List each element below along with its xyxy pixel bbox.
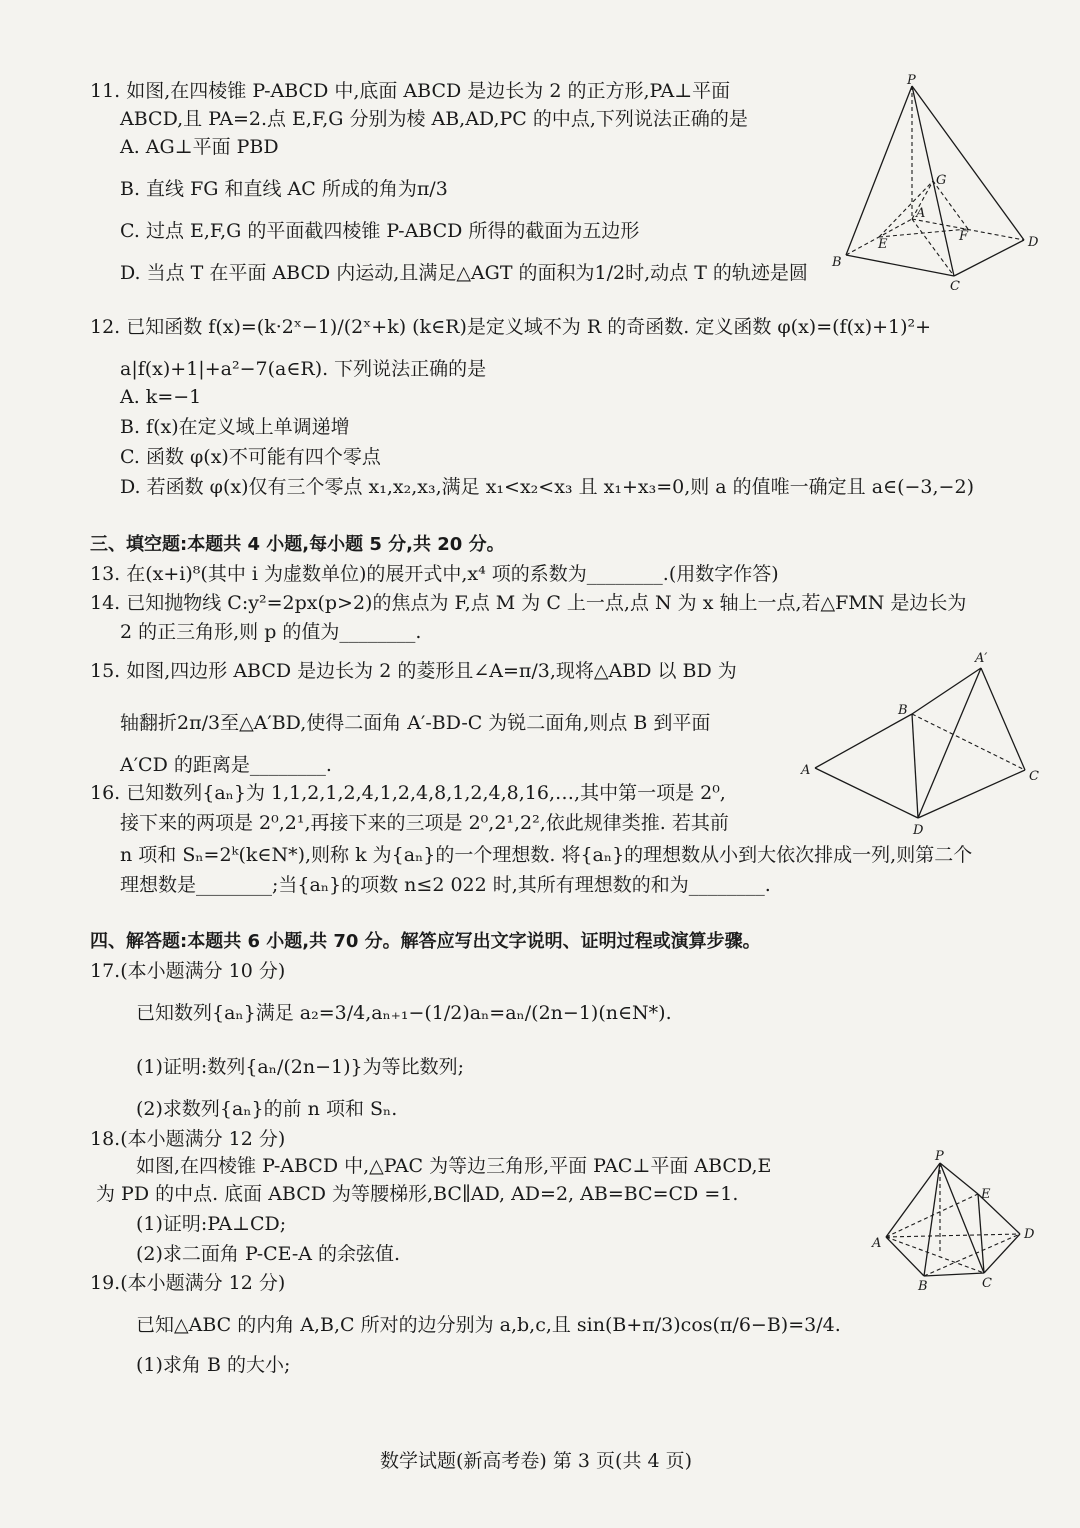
page-footer: 数学试题(新高考卷) 第 3 页(共 4 页) xyxy=(380,1450,693,1472)
q15-text-line1: 15. 如图,四边形 ABCD 是边长为 2 的菱形且∠A=π/3,现将△ABD 以 BD 为 xyxy=(90,660,737,682)
q11-label-b: B xyxy=(832,255,842,270)
q18-header: 18.(本小题满分 12 分) xyxy=(90,1128,286,1150)
q17-part1: (1)证明:数列{aₙ/(2n−1)}为等比数列; xyxy=(136,1056,465,1078)
q18-label-e: E xyxy=(981,1187,991,1202)
q11-option-a: A. AG⊥平面 PBD xyxy=(120,136,279,158)
q11-label-e: E xyxy=(878,237,888,252)
section3-title: 三、填空题:本题共 4 小题,每小题 5 分,共 20 分。 xyxy=(90,534,505,555)
q19-header: 19.(本小题满分 12 分) xyxy=(90,1272,286,1294)
q14-text-line2: 2 的正三角形,则 p 的值为________. xyxy=(120,621,422,643)
q18-label-p: P xyxy=(935,1149,944,1164)
q18-label-c: C xyxy=(982,1276,992,1291)
q11-label-p: P xyxy=(907,73,916,88)
q12-option-c: C. 函数 φ(x)不可能有四个零点 xyxy=(120,446,381,468)
q13-text: 13. 在(x+i)⁸(其中 i 为虚数单位)的展开式中,x⁴ 项的系数为________.(用数字作答) xyxy=(90,563,779,585)
q11-label-a: A xyxy=(916,206,926,221)
q11-pyramid-figure xyxy=(820,72,1050,297)
q11-label-f: F xyxy=(959,229,969,244)
q12-option-b: B. f(x)在定义域上单调递增 xyxy=(120,416,350,438)
q16-text-line4: 理想数是________;当{aₙ}的项数 n≤2 022 时,其所有理想数的和为________. xyxy=(120,874,771,896)
q17-stem: 已知数列{aₙ}满足 a₂=3/4,aₙ₊₁−(1/2)aₙ=aₙ/(2n−1)(n∈N*). xyxy=(136,1002,672,1024)
q14-text-line1: 14. 已知抛物线 C:y²=2px(p>2)的焦点为 F,点 M 为 C 上一点,点 N 为 x 轴上一点,若△FMN 是边长为 xyxy=(90,592,967,614)
q16-text-line1: 16. 已知数列{aₙ}为 1,1,2,1,2,4,1,2,4,8,1,2,4,8,16,…,其中第一项是 2⁰, xyxy=(90,782,726,804)
q12-option-d: D. 若函数 φ(x)仅有三个零点 x₁,x₂,x₃,满足 x₁<x₂<x₃ 且 x₁+x₃=0,则 a 的值唯一确定且 a∈(−3,−2) xyxy=(120,476,974,498)
q18-label-d: D xyxy=(1024,1227,1035,1242)
q18-stem-line2: 为 PD 的中点. 底面 ABCD 为等腰梯形,BC∥AD, AD=2, AB=BC=CD =1. xyxy=(96,1183,739,1205)
q19-part1: (1)求角 B 的大小; xyxy=(136,1354,291,1376)
q11-label-d: D xyxy=(1028,235,1039,250)
q11-option-c: C. 过点 E,F,G 的平面截四棱锥 P-ABCD 所得的截面为五边形 xyxy=(120,220,640,242)
q15-text-line3: A′CD 的距离是________. xyxy=(120,754,332,776)
q18-label-a: A xyxy=(872,1236,882,1251)
q11-stem-line1: 11. 如图,在四棱锥 P-ABCD 中,底面 ABCD 是边长为 2 的正方形,PA⊥平面 xyxy=(90,80,731,102)
q17-header: 17.(本小题满分 10 分) xyxy=(90,960,286,982)
q15-text-line2: 轴翻折2π/3至△A′BD,使得二面角 A′-BD-C 为锐二面角,则点 B 到平面 xyxy=(120,712,711,734)
q18-label-b: B xyxy=(918,1279,928,1294)
q11-label-g: G xyxy=(936,173,947,188)
q15-label-b: B xyxy=(898,703,908,718)
q12-stem-line2: a|f(x)+1|+a²−7(a∈R). 下列说法正确的是 xyxy=(120,358,487,380)
q15-label-c: C xyxy=(1029,769,1039,784)
q15-rhombus-figure xyxy=(795,648,1045,838)
q15-label-a: A xyxy=(801,763,811,778)
section4-title: 四、解答题:本题共 6 小题,共 70 分。解答应写出文字说明、证明过程或演算步骤。 xyxy=(90,931,761,952)
q17-part2: (2)求数列{aₙ}的前 n 项和 Sₙ. xyxy=(136,1098,398,1120)
q18-part2: (2)求二面角 P-CE-A 的余弦值. xyxy=(136,1243,401,1265)
q15-label-a-prime: A′ xyxy=(975,651,988,666)
q11-option-d: D. 当点 T 在平面 ABCD 内运动,且满足△AGT 的面积为1/2时,动点 T 的轨迹是圆 xyxy=(120,262,808,284)
q12-stem-line1: 12. 已知函数 f(x)=(k·2ˣ−1)/(2ˣ+k) (k∈R)是定义域不为 R 的奇函数. 定义函数 φ(x)=(f(x)+1)²+ xyxy=(90,316,932,338)
q16-text-line2: 接下来的两项是 2⁰,2¹,再接下来的三项是 2⁰,2¹,2²,依此规律类推. 若其前 xyxy=(120,812,729,834)
q16-text-line3: n 项和 Sₙ=2ᵏ(k∈N*),则称 k 为{aₙ}的一个理想数. 将{aₙ}的理想数从小到大依次排成一列,则第二个 xyxy=(120,844,973,866)
q11-stem-line2: ABCD,且 PA=2.点 E,F,G 分别为棱 AB,AD,PC 的中点,下列说法正确的是 xyxy=(120,108,748,130)
q18-part1: (1)证明:PA⊥CD; xyxy=(136,1213,287,1235)
q11-label-c: C xyxy=(950,279,960,294)
q19-stem: 已知△ABC 的内角 A,B,C 所对的边分别为 a,b,c,且 sin(B+π/3)cos(π/6−B)=3/4. xyxy=(136,1314,841,1336)
q11-option-b: B. 直线 FG 和直线 AC 所成的角为π/3 xyxy=(120,178,448,200)
q18-stem-line1: 如图,在四棱锥 P-ABCD 中,△PAC 为等边三角形,平面 PAC⊥平面 ABCD,E xyxy=(136,1155,772,1177)
q18-pyramid-figure xyxy=(862,1148,1042,1296)
q12-option-a: A. k=−1 xyxy=(120,386,202,408)
q15-label-d: D xyxy=(913,823,924,838)
